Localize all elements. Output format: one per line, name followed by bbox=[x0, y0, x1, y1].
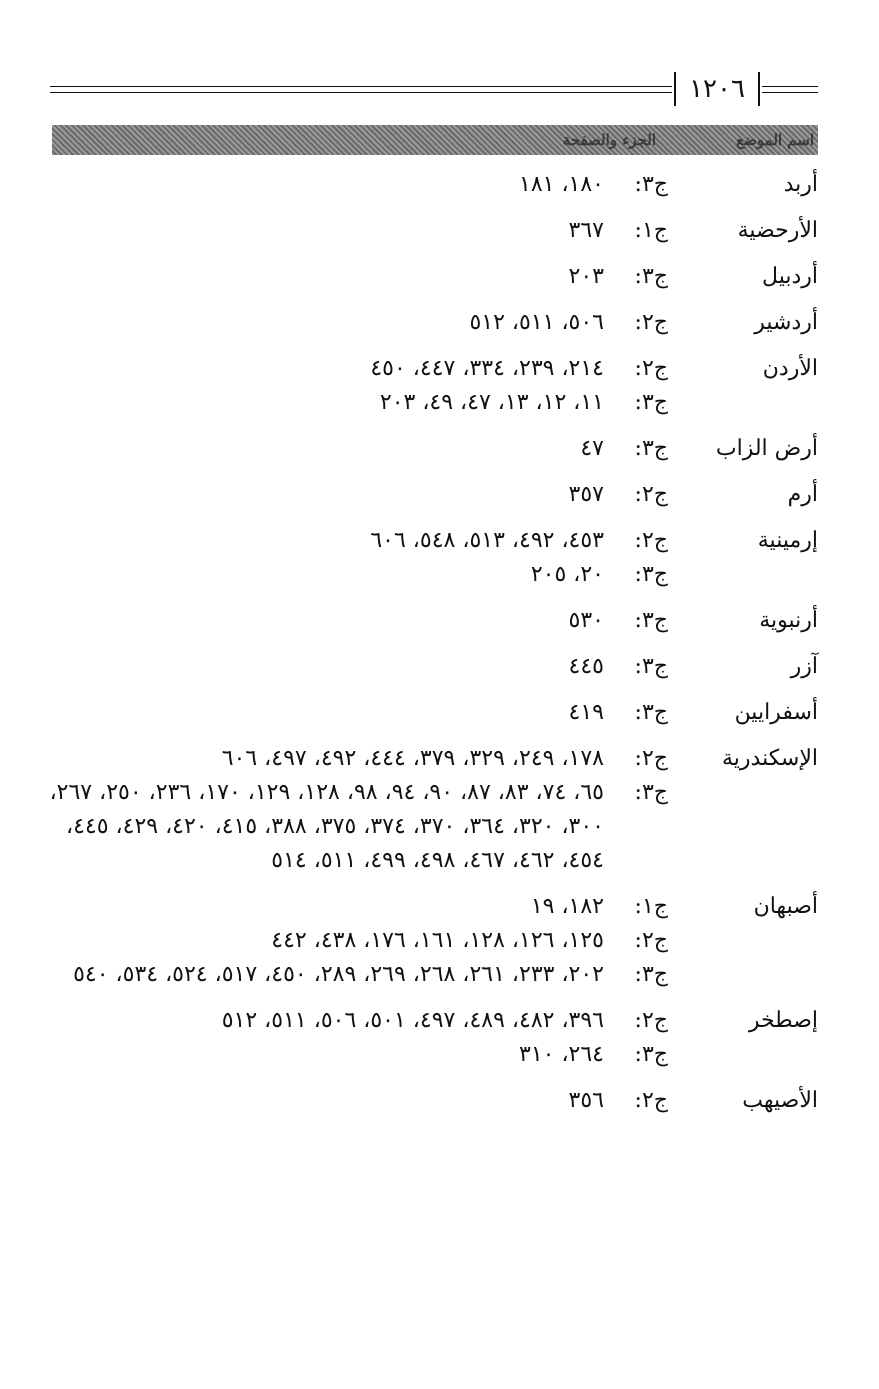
volume-line bbox=[40, 776, 668, 878]
page-number: ١٢٠٦ bbox=[689, 74, 745, 104]
place-name: الأرحضية bbox=[737, 218, 818, 243]
page-numbers: ٢٠٢، ٢٣٣، ٢٦١، ٢٦٨، ٢٦٩، ٢٨٩، ٤٥٠، ٥١٧، ٥٢٤، ٥٣٤، ٥٤٠ bbox=[73, 962, 604, 987]
place-name: أربد bbox=[783, 172, 818, 197]
volume-line bbox=[40, 958, 668, 992]
volume-line bbox=[40, 352, 668, 386]
page-numbers: ٣٥٦ bbox=[568, 1088, 604, 1113]
volume-references bbox=[40, 260, 668, 294]
page-numbers: ١٧٨، ٢٤٩، ٣٢٩، ٣٧٩، ٤٤٤، ٤٩٢، ٤٩٧، ٦٠٦ bbox=[221, 746, 604, 771]
header-rule-right bbox=[762, 86, 818, 93]
volume-label: ج٢: bbox=[634, 482, 668, 507]
volume-line bbox=[40, 432, 668, 466]
index-entry bbox=[40, 214, 818, 248]
volume-line bbox=[40, 558, 668, 592]
page-numbers: ٣٦٧ bbox=[568, 218, 604, 243]
index-entry bbox=[40, 306, 818, 340]
page-numbers: ١٨٠، ١٨١ bbox=[519, 172, 604, 197]
volume-line bbox=[40, 306, 668, 340]
column-header-place: اسم الموضع bbox=[736, 131, 814, 149]
place-name: أرنبوية bbox=[759, 608, 818, 633]
index-entry bbox=[40, 742, 818, 878]
place-name: إصطخر bbox=[748, 1008, 818, 1033]
index-entry bbox=[40, 168, 818, 202]
index-entry bbox=[40, 1004, 818, 1072]
volume-references bbox=[40, 650, 668, 684]
volume-label: ج٣: bbox=[634, 172, 668, 197]
volume-line bbox=[40, 924, 668, 958]
place-name: الأردن bbox=[762, 356, 818, 381]
column-header-band bbox=[52, 125, 818, 155]
volume-references bbox=[40, 1084, 668, 1118]
page-numbers: ٢٠، ٢٠٥ bbox=[530, 562, 604, 587]
header-rule-left bbox=[50, 86, 672, 93]
volume-label: ج٢: bbox=[634, 356, 668, 381]
page-numbers: ٢٠٣ bbox=[568, 264, 604, 289]
page-numbers: ٤٤٥ bbox=[568, 654, 604, 679]
page-numbers: ٦٥، ٧٤، ٨٣، ٨٧، ٩٠، ٩٤، ٩٨، ١٢٨، ١٢٩، ١٧٠، ٢٣٦، ٢٥٠، ٢٦٧، ٣٠٠، ٣٢٠، ٣٦٤، ٣٧٠، ٣٧٤، ٣٧٥، ٣٨٨، ٤١٥، ٤٢٠، ٤٢٩، ٤٤٥، ٤٥٤، ٤٦٢، ٤٦٧، ٤٩٨، ٤٩٩، ٥١١، ٥١٤ bbox=[49, 780, 604, 873]
volume-references bbox=[40, 696, 668, 730]
volume-references bbox=[40, 524, 668, 592]
volume-label: ج٣: bbox=[634, 654, 668, 679]
page-numbers: ٤٥٣، ٤٩٢، ٥١٣، ٥٤٨، ٦٠٦ bbox=[370, 528, 604, 553]
page-numbers: ١٨٢، ١٩ bbox=[530, 894, 604, 919]
page-numbers: ٤١٩ bbox=[568, 700, 604, 725]
index-entry bbox=[40, 696, 818, 730]
volume-references bbox=[40, 306, 668, 340]
index-entry bbox=[40, 524, 818, 592]
place-name: أرم bbox=[787, 482, 818, 507]
volume-label: ج٣: bbox=[634, 436, 668, 461]
place-name: أردشير bbox=[754, 310, 818, 335]
place-name: الإسكندرية bbox=[722, 746, 818, 771]
page-numbers: ٥٣٠ bbox=[568, 608, 604, 633]
index-entry bbox=[40, 1084, 818, 1118]
index-entry bbox=[40, 478, 818, 512]
column-header-pages: الجزء والصفحة bbox=[562, 131, 656, 149]
page-numbers: ٣٥٧ bbox=[568, 482, 604, 507]
volume-references bbox=[40, 604, 668, 638]
volume-line bbox=[40, 214, 668, 248]
volume-references bbox=[40, 890, 668, 992]
place-name: إرمينية bbox=[757, 528, 818, 553]
volume-line bbox=[40, 742, 668, 776]
index-entry bbox=[40, 260, 818, 294]
place-name: أصبهان bbox=[753, 894, 818, 919]
place-name: أسفرايين bbox=[734, 700, 818, 725]
volume-label: ج١: bbox=[634, 218, 668, 243]
index-entry bbox=[40, 432, 818, 466]
volume-line bbox=[40, 168, 668, 202]
volume-label: ج٢: bbox=[634, 310, 668, 335]
place-name: الأصيهب bbox=[742, 1088, 818, 1113]
page-numbers: ٢٦٤، ٣١٠ bbox=[519, 1042, 604, 1067]
volume-line bbox=[40, 524, 668, 558]
volume-label: ج٣: bbox=[634, 700, 668, 725]
volume-label: ج٢: bbox=[634, 746, 668, 771]
volume-references bbox=[40, 478, 668, 512]
volume-line bbox=[40, 650, 668, 684]
volume-label: ج٢: bbox=[634, 928, 668, 953]
volume-label: ج٣: bbox=[634, 780, 668, 805]
volume-references bbox=[40, 168, 668, 202]
volume-label: ج٣: bbox=[634, 562, 668, 587]
volume-label: ج٢: bbox=[634, 528, 668, 553]
header-bar-right bbox=[758, 72, 760, 106]
index-entry bbox=[40, 650, 818, 684]
index-entry bbox=[40, 604, 818, 638]
volume-label: ج١: bbox=[634, 894, 668, 919]
page-numbers: ١٢٥، ١٢٦، ١٢٨، ١٦١، ١٧٦، ٤٣٨، ٤٤٢ bbox=[271, 928, 604, 953]
volume-references bbox=[40, 742, 668, 878]
volume-label: ج٣: bbox=[634, 608, 668, 633]
volume-line bbox=[40, 696, 668, 730]
volume-references bbox=[40, 352, 668, 420]
volume-line bbox=[40, 1004, 668, 1038]
page-numbers: ٢١٤، ٢٣٩، ٣٣٤، ٤٤٧، ٤٥٠ bbox=[370, 356, 604, 381]
volume-line bbox=[40, 1038, 668, 1072]
index-entry bbox=[40, 352, 818, 420]
volume-references bbox=[40, 432, 668, 466]
volume-references bbox=[40, 214, 668, 248]
volume-line bbox=[40, 478, 668, 512]
place-name: أرض الزاب bbox=[715, 436, 818, 461]
volume-line bbox=[40, 386, 668, 420]
volume-label: ج٢: bbox=[634, 1088, 668, 1113]
page-numbers: ٣٩٦، ٤٨٢، ٤٨٩، ٤٩٧، ٥٠١، ٥٠٦، ٥١١، ٥١٢ bbox=[221, 1008, 604, 1033]
volume-line bbox=[40, 890, 668, 924]
volume-line bbox=[40, 1084, 668, 1118]
volume-label: ج٣: bbox=[634, 962, 668, 987]
page-numbers: ١١، ١٢، ١٣، ٤٧، ٤٩، ٢٠٣ bbox=[379, 390, 604, 415]
page-numbers: ٤٧ bbox=[580, 436, 604, 461]
volume-line bbox=[40, 604, 668, 638]
volume-label: ج٢: bbox=[634, 1008, 668, 1033]
index-entry bbox=[40, 890, 818, 992]
index-entries bbox=[40, 168, 818, 1130]
page-header bbox=[50, 70, 820, 110]
volume-line bbox=[40, 260, 668, 294]
place-name: أردبيل bbox=[762, 264, 818, 289]
volume-label: ج٣: bbox=[634, 264, 668, 289]
header-bar-left bbox=[674, 72, 676, 106]
volume-label: ج٣: bbox=[634, 390, 668, 415]
volume-label: ج٣: bbox=[634, 1042, 668, 1067]
volume-references bbox=[40, 1004, 668, 1072]
place-name: آزر bbox=[790, 654, 818, 679]
page-numbers: ٥٠٦، ٥١١، ٥١٢ bbox=[469, 310, 604, 335]
